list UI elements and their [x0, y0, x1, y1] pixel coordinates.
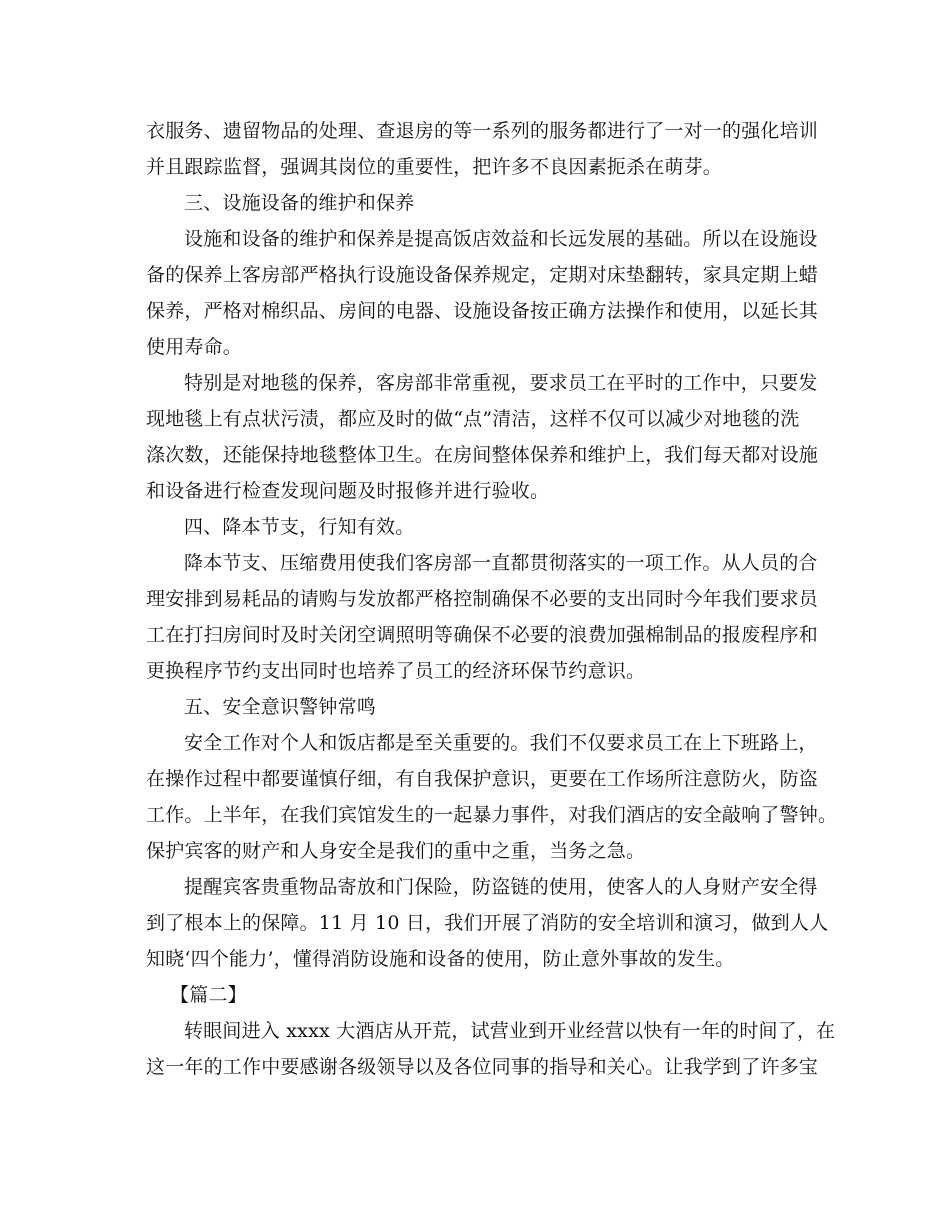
paragraph-line: 和设备进行检查发现问题及时报修并进行验收。	[146, 480, 550, 502]
document-page	[146, 113, 838, 1085]
paragraph-line: 在操作过程中都要谨慎仔细，有自我保护意识，更要在工作场所注意防火，防盗	[146, 768, 819, 790]
paragraph-line: 特别是对地毯的保养，客房部非常重视，要求员工在平时的工作中，只要发	[184, 372, 818, 394]
part-heading: 【篇二】	[170, 984, 247, 1006]
paragraph-line: 备的保养上客房部严格执行设施设备保养规定，定期对床垫翻转，家具定期上蜡	[146, 264, 819, 286]
paragraph-line: 现地毯上有点状污渍，都应及时的做“点”清洁，这样不仅可以减少对地毯的洗	[146, 408, 800, 430]
paragraph-line: 使用寿命。	[146, 336, 243, 358]
paragraph-line: 提醒宾客贵重物品寄放和门保险，防盗链的使用，使客人的人身财产安全得	[184, 876, 818, 898]
paragraph-line: 更换程序节约支出同时也培养了员工的经济环保节约意识。	[146, 660, 646, 682]
paragraph-line: 衣服务、遗留物品的处理、查退房的等一系列的服务都进行了一对一的强化培训	[146, 120, 819, 142]
paragraph-line: 转眼间进入 xxxx 大酒店从开荒，试营业到开业经营以快有一年的时间了，在	[184, 1020, 836, 1042]
paragraph-line: 知晓‘四个能力’，懂得消防设施和设备的使用，防止意外事故的发生。	[146, 948, 735, 970]
paragraph-line: 涤次数，还能保持地毯整体卫生。在房间整体保养和维护上，我们每天都对设施	[146, 444, 819, 466]
paragraph-line: 这一年的工作中要感谢各级领导以及各位同事的指导和关心。让我学到了许多宝	[146, 1056, 819, 1078]
paragraph-line: 安全工作对个人和饭店都是至关重要的。我们不仅要求员工在上下班路上，	[184, 732, 818, 754]
paragraph-line: 保护宾客的财产和人身安全是我们的重中之重，当务之急。	[146, 840, 646, 862]
section-heading: 四、降本节支，行知有效。	[184, 516, 415, 538]
section-heading: 三、设施设备的维护和保养	[184, 192, 415, 214]
paragraph-line: 工在打扫房间时及时关闭空调照明等确保不必要的浪费加强棉制品的报废程序和	[146, 624, 819, 646]
paragraph-line: 设施和设备的维护和保养是提高饭店效益和长远发展的基础。所以在设施设	[184, 228, 818, 250]
paragraph-line: 工作。上半年，在我们宾馆发生的一起暴力事件，对我们酒店的安全敲响了警钟。	[146, 804, 838, 826]
paragraph-line: 到了根本上的保障。11 月 10 日，我们开展了消防的安全培训和演习，做到人人	[146, 912, 829, 934]
section-heading: 五、安全意识警钟常鸣	[184, 696, 377, 718]
paragraph-line: 并且跟踪监督，强调其岗位的重要性，把许多不良因素扼杀在萌芽。	[146, 156, 723, 178]
paragraph-line: 保养，严格对棉织品、房间的电器、设施设备按正确方法操作和使用，以延长其	[146, 300, 819, 322]
paragraph-line: 降本节支、压缩费用使我们客房部一直都贯彻落实的一项工作。从人员的合	[184, 552, 818, 574]
paragraph-line: 理安排到易耗品的请购与发放都严格控制确保不必要的支出同时今年我们要求员	[146, 588, 819, 610]
